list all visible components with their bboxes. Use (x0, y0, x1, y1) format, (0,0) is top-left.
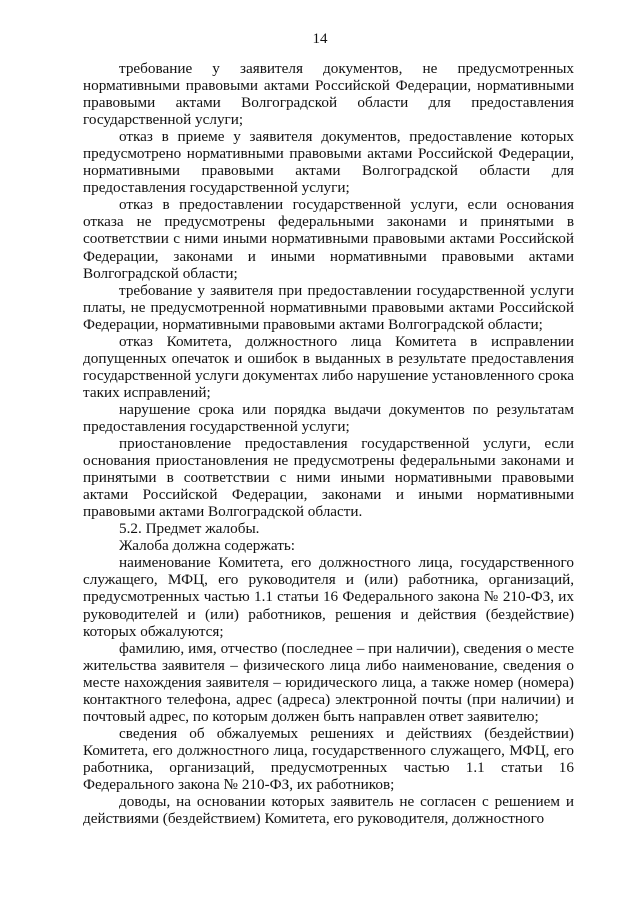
paragraph-complaint-contents: Жалоба должна содержать: (119, 537, 295, 555)
paragraph-refusal-service: отказ в предоставлении государственной услуги, если основания отказа не предусмотрены федеральными законами и принятыми в соответствии с ними иными нормативными правовыми актами Российской Федерации, законами и иными нормативными правовыми актами Волгоградской области; (83, 196, 574, 282)
paragraph-arguments: доводы, на основании которых заявитель не согласен с решением и действиями (бездействием) Комитета, его руководителя, должностного (83, 793, 574, 828)
section-heading-complaint-subject: 5.2. Предмет жалобы. (119, 520, 260, 538)
paragraph-name-of-body: наименование Комитета, его должностного лица, государственного служащего, МФЦ, его руководителя и (или) работника, организаций, предусмотренных частью 1.1 статьи 16 Федерального закона № 210-ФЗ, их руководителей и (или) работников, решения и действия (бездействие) которых обжалуются; (83, 554, 574, 640)
paragraph-requirement-documents: требование у заявителя документов, не предусмотренных нормативными правовыми актами Российской Федерации, нормативными правовыми актами Волгоградской области для предоставления государственной услуги; (83, 60, 574, 129)
page-number: 14 (312, 31, 328, 47)
paragraph-suspension: приостановление предоставления государственной услуги, если основания приостановления не предусмотрены федеральными законами и принятыми в соответствии с ними иными нормативными правовыми актами Российской Федерации, законами и иными нормативными правовыми актами Волгоградской области. (83, 435, 574, 521)
paragraph-refusal-correction: отказ Комитета, должностного лица Комитета в исправлении допущенных опечаток и ошибок в выданных в результате предоставления государственной услуги документах либо нарушение установленного срока таких исправлений; (83, 332, 574, 401)
paragraph-appealed-decisions: сведения об обжалуемых решениях и действиях (бездействии) Комитета, его должностного лица, государственного служащего, МФЦ, его работника, организаций, предусмотренных частью 1.1 статьи 16 Федерального закона № 210-ФЗ, их работников; (83, 724, 574, 793)
paragraph-applicant-details: фамилию, имя, отчество (последнее – при наличии), сведения о месте жительства заявителя – физического лица либо наименование, сведения о месте нахождения заявителя – юридического лица, а также номер (номера) контактного телефона, адрес (адреса) электронной почты (при наличии) и почтовый адрес, по которым должен быть направлен ответ заявителю; (83, 639, 574, 725)
paragraph-violation-deadline: нарушение срока или порядка выдачи документов по результатам предоставления государственной услуги; (83, 400, 574, 435)
document-body (83, 60, 574, 827)
paragraph-requirement-fee: требование у заявителя при предоставлении государственной услуги платы, не предусмотренной нормативными правовыми актами Российской Федерации, нормативными правовыми актами Волгоградской области; (83, 281, 574, 333)
paragraph-refusal-acceptance: отказ в приеме у заявителя документов, предоставление которых предусмотрено нормативными правовыми актами Российской Федерации, нормативными правовыми актами Волгоградской области для предоставления государственной услуги; (83, 128, 574, 197)
